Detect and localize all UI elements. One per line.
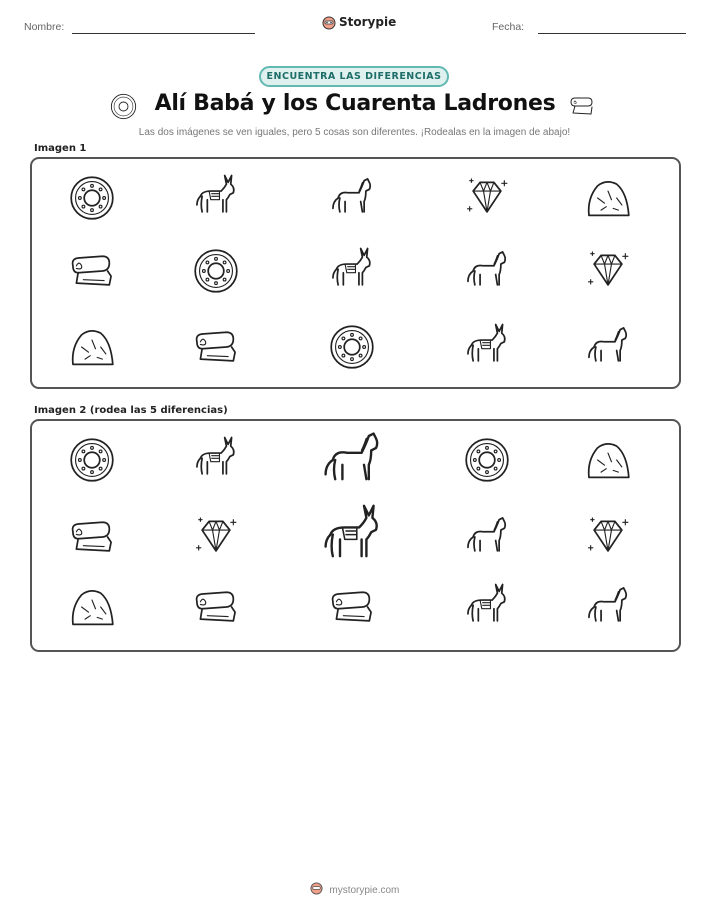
image2-rug-icon[interactable] (66, 511, 118, 563)
image2-label: Imagen 2 (rodea las 5 diferencias) (34, 405, 228, 416)
brand-name: Storypie (339, 15, 397, 29)
name-label: Nombre: (24, 21, 65, 33)
image2-rock-icon[interactable] (582, 434, 634, 486)
footer-url: mystorypie.com (329, 885, 400, 896)
image1-label: Imagen 1 (34, 143, 87, 154)
image2-donkey-icon[interactable] (190, 434, 242, 486)
image2-donkey-icon[interactable] (316, 501, 388, 573)
image1-horse-icon (461, 245, 513, 297)
image2-donkey-icon[interactable] (461, 581, 513, 633)
image2-coin-icon[interactable] (461, 434, 513, 486)
image2-rug-icon[interactable] (326, 581, 378, 633)
footer-logo-icon (310, 882, 323, 895)
image2-rug-icon[interactable] (190, 581, 242, 633)
image1-horse-icon (326, 172, 378, 224)
image1-rock-icon (66, 321, 118, 373)
image2-coin-icon[interactable] (66, 434, 118, 486)
image2-diamond-icon[interactable] (582, 511, 634, 563)
image2-rock-icon[interactable] (66, 581, 118, 633)
brand-logo (322, 14, 396, 30)
image1-rock-icon (582, 172, 634, 224)
title-coin-icon (110, 93, 137, 120)
image1-coin-icon (326, 321, 378, 373)
image2-horse-icon[interactable] (582, 581, 634, 633)
footer (0, 882, 709, 896)
image2-diamond-icon[interactable] (190, 511, 242, 563)
image2-horse-icon[interactable] (316, 424, 388, 496)
image1-coin-icon (66, 172, 118, 224)
image1-diamond-icon (461, 172, 513, 224)
image1-donkey-icon (461, 321, 513, 373)
image1-rug-icon (66, 245, 118, 297)
date-field-line[interactable] (538, 33, 686, 34)
image1-donkey-icon (326, 245, 378, 297)
image1-diamond-icon (582, 245, 634, 297)
storypie-mascot-icon (322, 15, 336, 29)
name-field-line[interactable] (72, 33, 255, 34)
date-label: Fecha: (492, 21, 525, 33)
image1-donkey-icon (190, 172, 242, 224)
page-title: Alí Babá y los Cuarenta Ladrones (154, 91, 556, 116)
image2-horse-icon[interactable] (461, 511, 513, 563)
image1-coin-icon (190, 245, 242, 297)
image1-horse-icon (582, 321, 634, 373)
activity-badge: ENCUENTRA LAS DIFERENCIAS (259, 66, 449, 87)
title-rug-icon (568, 95, 598, 117)
instructions: Las dos imágenes se ven iguales, pero 5 cosas son diferentes. ¡Rodealas en la imagen de abajo! (138, 127, 571, 138)
image1-rug-icon (190, 321, 242, 373)
